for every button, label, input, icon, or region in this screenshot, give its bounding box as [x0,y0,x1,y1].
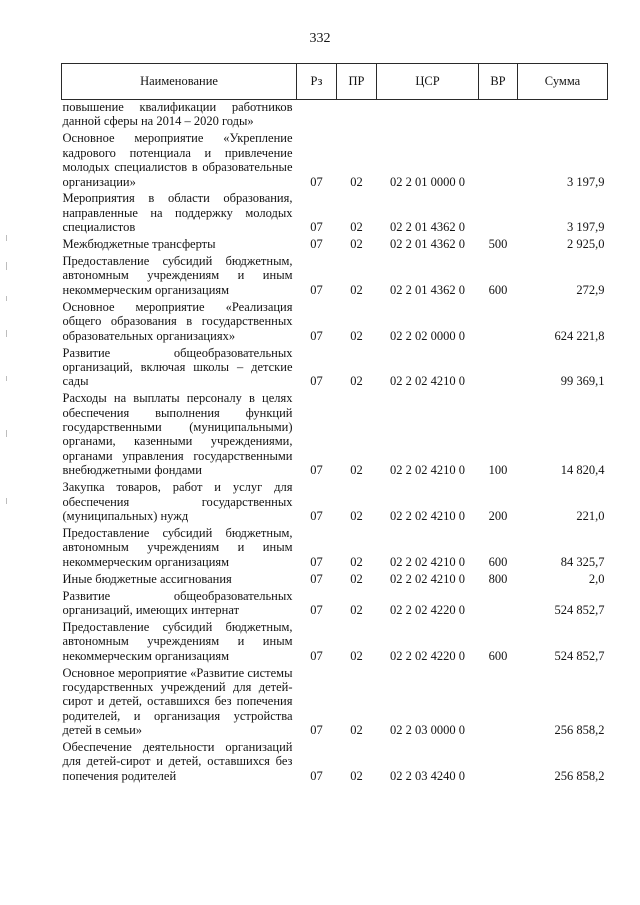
cell-vr: 600 [488,648,508,663]
cell-csr: 02 2 02 0000 0 [390,328,465,343]
table-row [62,131,608,191]
cell-csr: 02 2 02 4210 0 [390,374,465,389]
cell-csr: 02 2 02 4210 0 [390,463,465,478]
table-header-row [62,64,608,100]
cell-vr: 100 [488,463,508,478]
cell-csr: 02 2 02 4210 0 [390,554,465,569]
table-row [62,391,608,480]
table-row [62,620,608,666]
cell-pr: 02 [350,174,363,189]
table-row [62,740,608,786]
cell-sum: 3 197,9 [567,220,605,235]
cell-pr: 02 [350,237,363,252]
cell-sum: 272,9 [576,282,605,297]
scan-edge-mark [6,235,7,241]
cell-csr: 02 2 03 0000 0 [390,723,465,738]
cell-name: Обеспечение деятельности организаций для детей-сирот и детей, оставшихся без попечения родителей [62,740,293,783]
cell-sum: 14 820,4 [560,463,605,478]
cell-rz: 07 [310,768,323,783]
cell-pr: 02 [350,723,363,738]
cell-name: Развитие общеобразовательных организаций, включая школы – детские сады [62,345,293,389]
cell-rz: 07 [310,237,323,252]
cell-rz: 07 [310,571,323,586]
col-header-vr: ВР [479,64,518,100]
cell-sum: 524 852,7 [554,648,605,663]
cell-name: Предоставление субсидий бюджетным, автономным учреждениям и иным некоммерческим организациям [62,619,293,663]
cell-csr: 02 2 02 4210 0 [390,571,465,586]
cell-vr [479,100,518,132]
col-header-sum: Сумма [518,64,608,100]
table-row [62,191,608,237]
cell-rz [297,100,337,132]
cell-rz: 07 [310,374,323,389]
cell-pr: 02 [350,648,363,663]
cell-name: Развитие общеобразовательных организаций, имеющих интернат [62,588,293,617]
cell-vr: 800 [488,571,508,586]
col-header-csr: ЦСР [377,64,479,100]
table-row [62,346,608,392]
table-row [62,480,608,526]
cell-rz: 07 [310,463,323,478]
cell-rz: 07 [310,220,323,235]
cell-csr [377,100,479,132]
cell-rz: 07 [310,602,323,617]
cell-csr: 02 2 03 4240 0 [390,768,465,783]
cell-vr [479,740,518,786]
cell-vr [479,589,518,620]
cell-csr: 02 2 01 0000 0 [390,174,465,189]
table-row [62,572,608,589]
cell-pr: 02 [350,554,363,569]
col-header-name: Наименование [62,64,297,100]
table-row [62,254,608,300]
cell-vr: 500 [488,237,508,252]
cell-sum: 2,0 [588,571,605,586]
cell-csr: 02 2 02 4220 0 [390,648,465,663]
cell-csr: 02 2 02 4220 0 [390,602,465,617]
scan-edge-mark [6,262,7,270]
cell-pr: 02 [350,220,363,235]
cell-pr: 02 [350,571,363,586]
table-row [62,526,608,572]
page-number: 332 [309,31,331,46]
cell-sum: 99 369,1 [560,374,605,389]
scan-edge-mark [6,498,7,504]
cell-rz: 07 [310,328,323,343]
cell-rz: 07 [310,723,323,738]
cell-pr: 02 [350,508,363,523]
scan-edge-mark [6,430,7,437]
cell-sum: 256 858,2 [554,768,605,783]
table-row [62,100,608,132]
cell-csr: 02 2 01 4362 0 [390,237,465,252]
cell-csr: 02 2 01 4362 0 [390,220,465,235]
table-row [62,666,608,741]
cell-pr: 02 [350,768,363,783]
cell-rz: 07 [310,174,323,189]
col-header-rz: Рз [297,64,337,100]
cell-sum: 256 858,2 [554,723,605,738]
cell-name: Основное мероприятие «Укрепление кадрового потенциала и привлечение молодых специалистов в образовательные организации» [62,131,293,189]
col-header-pr: ПР [337,64,377,100]
cell-sum: 624 221,8 [554,328,605,343]
cell-vr [479,666,518,741]
cell-vr [479,191,518,237]
scan-edge-mark [6,330,7,337]
cell-rz: 07 [310,648,323,663]
cell-sum: 3 197,9 [567,174,605,189]
cell-csr: 02 2 02 4210 0 [390,508,465,523]
cell-vr [479,346,518,392]
budget-table [61,63,608,786]
cell-vr [479,131,518,191]
cell-name: Иные бюджетные ассигнования [62,571,232,586]
scan-edge-mark [6,296,7,301]
cell-name: Закупка товаров, работ и услуг для обеспечения государственных (муниципальных) нужд [62,480,293,523]
cell-rz: 07 [310,508,323,523]
cell-name: Основное мероприятие «Реализация общего образования в государственных образовательных организациях» [62,299,293,343]
cell-name: Основное мероприятие «Развитие системы государственных учреждений для детей-сирот и детей, оставшихся без попечения родителей, и организация устройства детей в семьи» [62,665,293,738]
cell-sum: 2 925,0 [567,237,605,252]
table-row [62,237,608,254]
cell-pr: 02 [350,463,363,478]
cell-pr: 02 [350,374,363,389]
cell-name: Предоставление субсидий бюджетным, автономным учреждениям и иным некоммерческим организациям [62,254,293,297]
table-row [62,300,608,346]
cell-rz: 07 [310,554,323,569]
cell-name: повышение квалификации работников данной сферы на 2014 – 2020 годы» [62,100,293,129]
cell-name: Предоставление субсидий бюджетным, автономным учреждениям и иным некоммерческим организациям [62,525,293,569]
cell-pr: 02 [350,282,363,297]
cell-sum [518,100,608,132]
cell-pr [337,100,377,132]
cell-rz: 07 [310,282,323,297]
cell-vr: 200 [488,508,508,523]
cell-name: Межбюджетные трансферты [62,237,216,252]
cell-vr: 600 [488,554,508,569]
cell-name: Расходы на выплаты персоналу в целях обеспечения выполнения функций государственными (муниципальными) органами, казенными учреждениями, органами управления государственными внебюджетными фондами [62,391,293,478]
cell-sum: 524 852,7 [554,602,605,617]
cell-pr: 02 [350,602,363,617]
cell-pr: 02 [350,328,363,343]
cell-vr: 600 [488,282,508,297]
cell-vr [479,300,518,346]
cell-name: Мероприятия в области образования, направленные на поддержку молодых специалистов [62,191,293,235]
cell-sum: 84 325,7 [560,554,605,569]
table-row [62,589,608,620]
scan-edge-mark [6,376,7,381]
cell-sum: 221,0 [576,508,605,523]
cell-csr: 02 2 01 4362 0 [390,282,465,297]
